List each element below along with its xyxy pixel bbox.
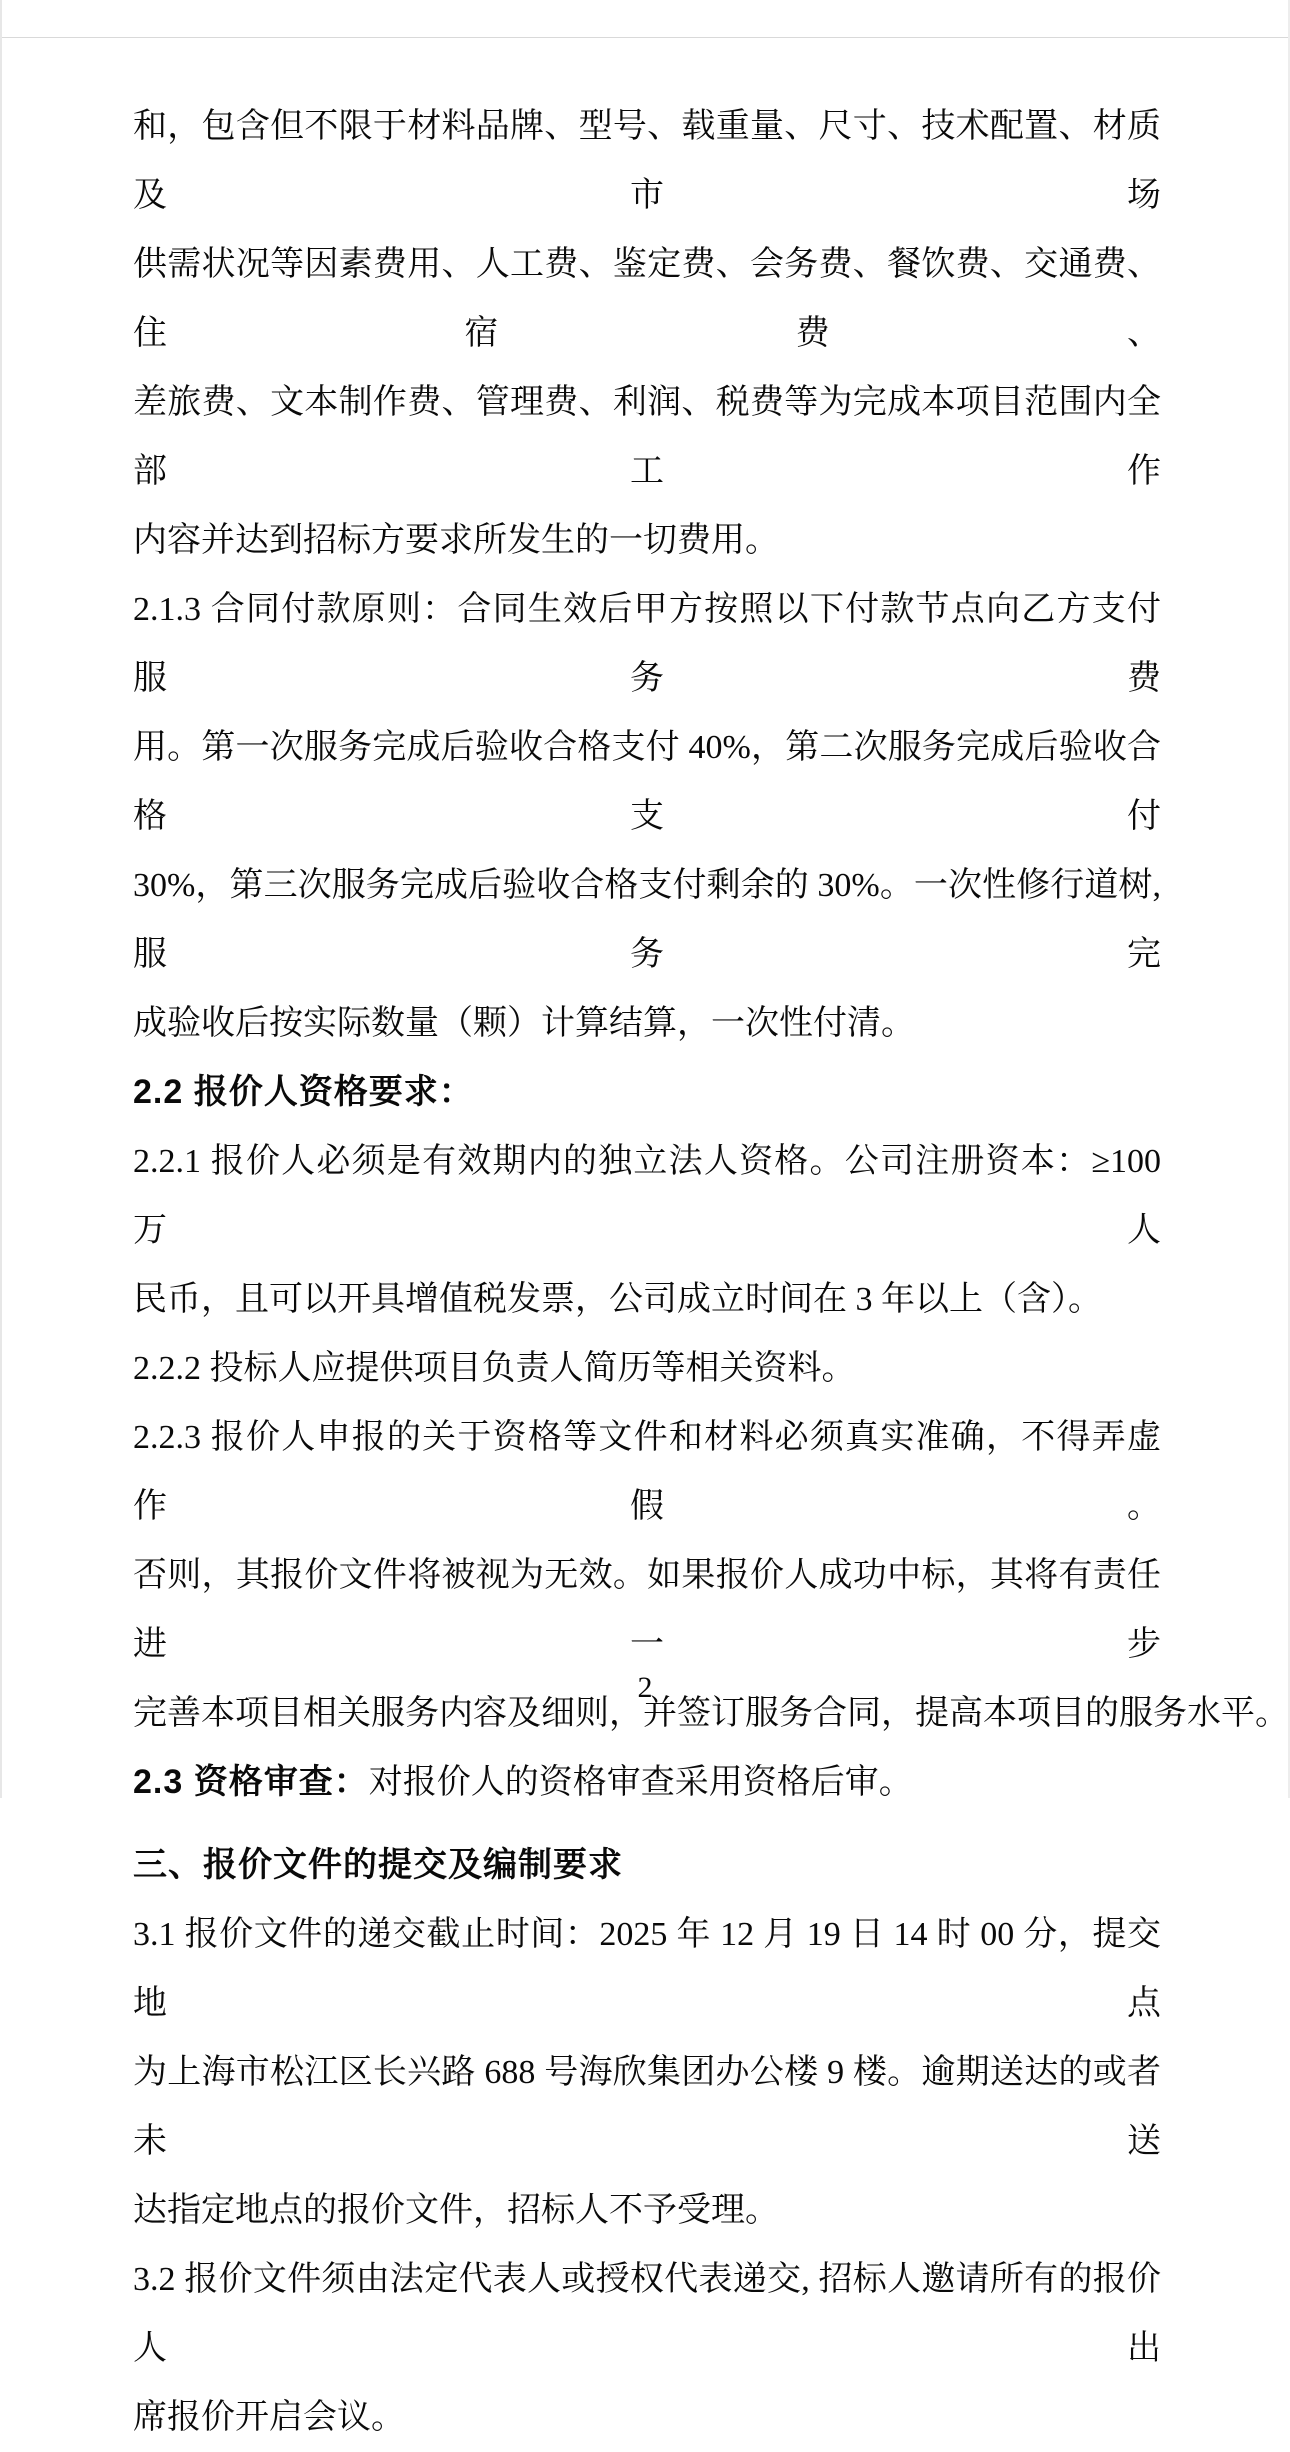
para-2-3-qualification-review — [133, 1748, 1161, 1817]
text-line: 2.2.2 投标人应提供项目负责人简历等相关资料。 — [133, 1350, 856, 1387]
text-line: 3.2 报价文件须由法定代表人或授权代表递交, 招标人邀请所有的报价人出 — [133, 2261, 1161, 2367]
text-line: 2.2.3 报价人申报的关于资格等文件和材料必须真实准确，不得弄虚作假。 — [133, 1419, 1161, 1525]
text-line: 完善本项目相关服务内容及细则，并签订服务合同，提高本项目的服务水平。 — [133, 1695, 1289, 1732]
heading-section-3-submission-requirements — [133, 1831, 1161, 1900]
para-3-2-representative-submission — [133, 2245, 1161, 2452]
para-2-3-bold-label: 2.3 资格审查： — [133, 1763, 369, 1801]
text-line: 内容并达到招标方要求所发生的一切费用。 — [133, 522, 779, 559]
heading-line: 三、报价文件的提交及编制要求 — [133, 1846, 623, 1884]
text-line: 席报价开启会议。 — [133, 2399, 405, 2436]
heading-2-2-bidder-qualifications — [133, 1058, 1161, 1127]
text-line: 否则，其报价文件将被视为无效。如果报价人成功中标，其将有责任进一步 — [133, 1557, 1161, 1663]
para-2-2-1-legal-entity — [133, 1127, 1161, 1334]
text-line: 为上海市松江区长兴路 688 号海欣集团办公楼 9 楼。逾期送达的或者未送 — [133, 2054, 1161, 2160]
text-line: 达指定地点的报价文件，招标人不予受理。 — [133, 2192, 779, 2229]
text-line: 成验收后按实际数量（颗）计算结算，一次性付清。 — [133, 1005, 915, 1042]
para-2-1-3-payment-terms — [133, 575, 1161, 1058]
text-line: 和，包含但不限于材料品牌、型号、载重量、尺寸、技术配置、材质及市场 — [133, 108, 1161, 214]
page-top-rule — [2, 37, 1288, 38]
para-2-3-text: 对报价人的资格审查采用资格后审。 — [368, 1764, 913, 1801]
document-body — [133, 92, 1289, 2452]
text-line: 2.1.3 合同付款原则：合同生效后甲方按照以下付款节点向乙方支付服务费 — [133, 591, 1161, 697]
text-line: 用。第一次服务完成后验收合格支付 40%，第二次服务完成后验收合格支付 — [133, 729, 1161, 835]
heading-line: 2.2 报价人资格要求： — [133, 1073, 474, 1111]
text-line: 民币，且可以开具增值税发票，公司成立时间在 3 年以上（含）。 — [133, 1281, 1102, 1318]
para-costs-continuation — [133, 92, 1161, 575]
text-line: 差旅费、文本制作费、管理费、利润、税费等为完成本项目范围内全部工作 — [133, 384, 1161, 490]
para-2-2-2-project-manager-resume — [133, 1334, 1161, 1403]
page-number: 2 — [637, 1671, 653, 1704]
text-line: 30%，第三次服务完成后验收合格支付剩余的 30%。一次性修行道树, 服务完 — [133, 867, 1161, 973]
text-line: 供需状况等因素费用、人工费、鉴定费、会务费、餐饮费、交通费、住宿费、 — [133, 246, 1161, 352]
text-line: 2.2.1 报价人必须是有效期内的独立法人资格。公司注册资本：≥100 万人 — [133, 1143, 1161, 1249]
text-line: 3.1 报价文件的递交截止时间：2025 年 12 月 19 日 14 时 00 分，提交地点 — [133, 1916, 1161, 2022]
para-3-1-submission-deadline — [133, 1900, 1161, 2245]
text-line — [133, 1748, 1161, 1817]
